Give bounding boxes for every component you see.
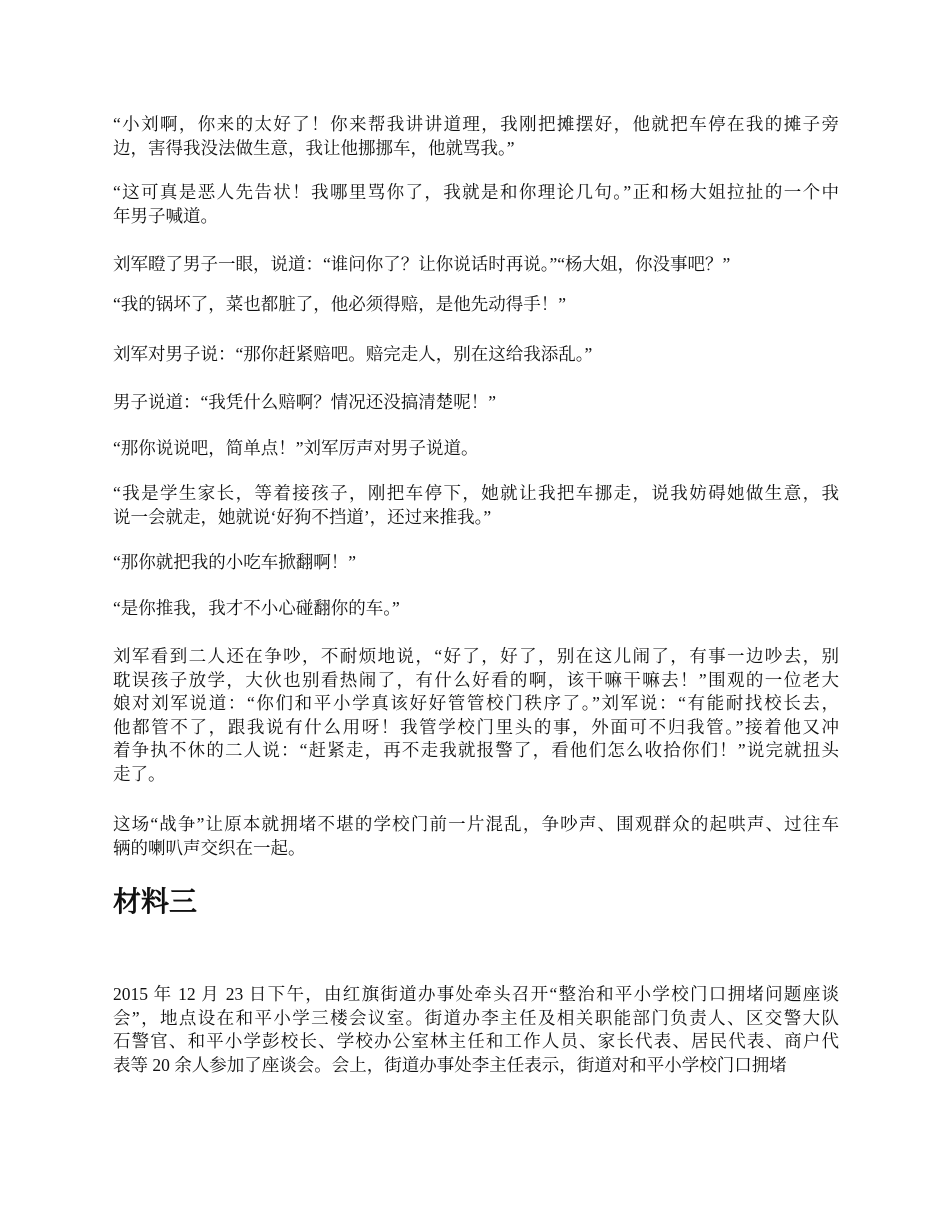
paragraph xyxy=(113,813,839,860)
paragraph xyxy=(113,253,839,277)
text-line: 着争执不休的二人说：“赶紧走，再不走我就报警了，看他们怎么收拾你们！”说完就扭头 xyxy=(113,740,839,761)
paragraph xyxy=(113,551,839,575)
text-line: 他都管不了，跟我说有什么用呀！我管学校门里头的事，外面可不归我管。”接着他又冲 xyxy=(113,716,839,737)
paragraph xyxy=(113,113,839,160)
text-line: “我是学生家长，等着接孩子，刚把车停下，她就让我把车挪走，说我妨碍她做生意，我 xyxy=(113,483,839,503)
text-line: “那你就把我的小吃车掀翻啊！” xyxy=(113,552,357,572)
text-line: 边，害得我没法做生意，我让他挪挪车，他就骂我。” xyxy=(113,137,515,158)
paragraph xyxy=(113,983,839,1077)
paragraph xyxy=(113,181,839,228)
paragraph xyxy=(113,293,839,317)
paragraph xyxy=(113,391,839,415)
text-line: 说一会就走，她就说‘好狗不挡道’，还过来推我。” xyxy=(113,506,492,527)
text-line: 男子说道：“我凭什么赔啊？情况还没搞清楚呢！” xyxy=(113,392,497,412)
paragraph xyxy=(113,437,839,461)
text-line: “这可真是恶人先告状！我哪里骂你了，我就是和你理论几句。”正和杨大姐拉扯的一个中 xyxy=(113,182,839,202)
paragraph xyxy=(113,343,839,367)
text-line: 表等 20 余人参加了座谈会。会上，街道办事处李主任表示，街道对和平小学校门口拥堵 xyxy=(113,1054,787,1075)
section-heading: 材料三 xyxy=(113,886,198,917)
text-line: 石警官、和平小学彭校长、学校办公室林主任和工作人员、家长代表、居民代表、商户代 xyxy=(113,1031,839,1052)
text-line: “我的锅坏了，菜也都脏了，他必须得赔，是他先动得手！” xyxy=(113,294,567,314)
text-line: 娘对刘军说道：“你们和平小学真该好好管管校门秩序了。”刘军说：“有能耐找校长去， xyxy=(113,693,839,714)
text-line: 年男子喊道。 xyxy=(113,205,218,226)
text-line: 刘军对男子说：“那你赶紧赔吧。赔完走人，别在这给我添乱。” xyxy=(113,344,593,364)
text-line: 2015 年 12 月 23 日下午，由红旗街道办事处牵头召开“整治和平小学校门口拥堵问题座谈 xyxy=(113,984,839,1004)
text-line: 走了。 xyxy=(113,763,166,784)
text-line: 刘军瞪了男子一眼，说道：“谁问你了？让你说话时再说。”“杨大姐，你没事吧？” xyxy=(113,254,731,274)
text-line: “是你推我，我才不小心碰翻你的车。” xyxy=(113,598,400,618)
paragraph xyxy=(113,645,839,787)
text-line: “小刘啊，你来的太好了！你来帮我讲讲道理，我刚把摊摆好，他就把车停在我的摊子旁 xyxy=(113,114,839,134)
paragraph xyxy=(113,482,839,529)
text-line: 刘军看到二人还在争吵，不耐烦地说，“好了，好了，别在这儿闹了，有事一边吵去，别 xyxy=(113,646,839,666)
text-line: 这场“战争”让原本就拥堵不堪的学校门前一片混乱，争吵声、围观群众的起哄声、过往车 xyxy=(113,814,839,834)
text-line: 会”，地点设在和平小学三楼会议室。街道办李主任及相关职能部门负责人、区交警大队 xyxy=(113,1007,839,1028)
paragraph xyxy=(113,597,839,621)
text-line: “那你说说吧，简单点！”刘军厉声对男子说道。 xyxy=(113,438,479,458)
text-line: 耽误孩子放学，大伙也别看热闹了，有什么好看的啊，该干嘛干嘛去！”围观的一位老大 xyxy=(113,669,839,690)
text-line: 辆的喇叭声交织在一起。 xyxy=(113,837,306,858)
